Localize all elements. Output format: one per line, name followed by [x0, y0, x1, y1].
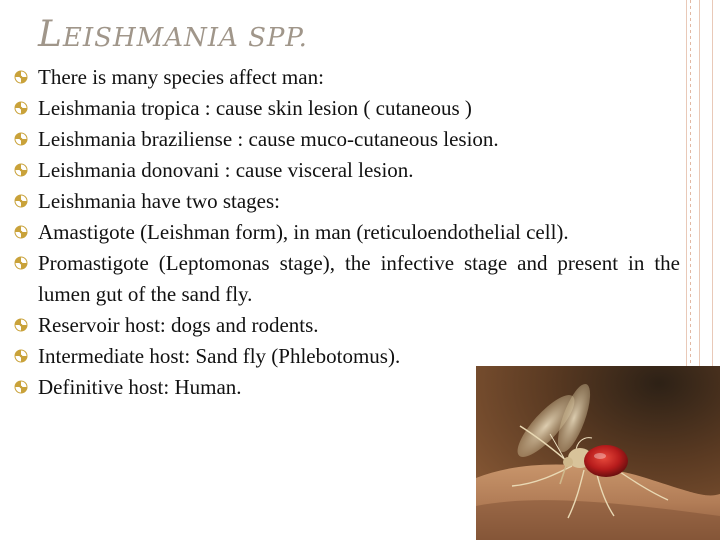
bullet-text: Leishmania have two stages: [38, 189, 281, 213]
bullet-item [14, 93, 680, 124]
bullet-item [14, 155, 680, 186]
bullet-list [14, 62, 680, 403]
pinwheel-bullet-icon [14, 132, 28, 146]
bullet-item [14, 217, 680, 248]
pinwheel-bullet-icon [14, 256, 28, 270]
bullet-text: Amastigote (Leishman form), in man (reticuloendothelial cell). [38, 220, 569, 244]
pinwheel-bullet-icon [14, 380, 28, 394]
bullet-text: Definitive host: Human. [38, 375, 242, 399]
sand-fly-on-skin-photo [476, 366, 720, 540]
bullet-text: Leishmania donovani : cause visceral lesion. [38, 158, 414, 182]
pinwheel-bullet-icon [14, 318, 28, 332]
bullet-text: Leishmania tropica : cause skin lesion ( cutaneous ) [38, 96, 472, 120]
pinwheel-bullet-icon [14, 163, 28, 177]
bullet-item [14, 124, 680, 155]
title-rest: EISHMANIA SPP. [62, 23, 308, 53]
pinwheel-bullet-icon [14, 194, 28, 208]
pinwheel-bullet-icon [14, 70, 28, 84]
pinwheel-bullet-icon [14, 225, 28, 239]
bullet-item [14, 62, 680, 93]
bullet-text: Intermediate host: Sand fly (Phlebotomus). [38, 344, 401, 368]
bullet-item [14, 248, 680, 310]
bullet-text: Promastigote (Leptomonas stage), the infective stage and present in the lumen gut of the sand fly. [38, 251, 680, 306]
slide-title [38, 14, 308, 55]
pinwheel-bullet-icon [14, 349, 28, 363]
bullet-text: Leishmania braziliense : cause muco-cutaneous lesion. [38, 127, 499, 151]
bullet-text: Reservoir host: dogs and rodents. [38, 313, 319, 337]
sand-fly-photo [476, 366, 720, 540]
bullet-text: There is many species affect man: [38, 65, 324, 89]
bullet-item [14, 310, 680, 341]
bullet-item [14, 186, 680, 217]
title-initial: L [38, 14, 63, 55]
pinwheel-bullet-icon [14, 101, 28, 115]
